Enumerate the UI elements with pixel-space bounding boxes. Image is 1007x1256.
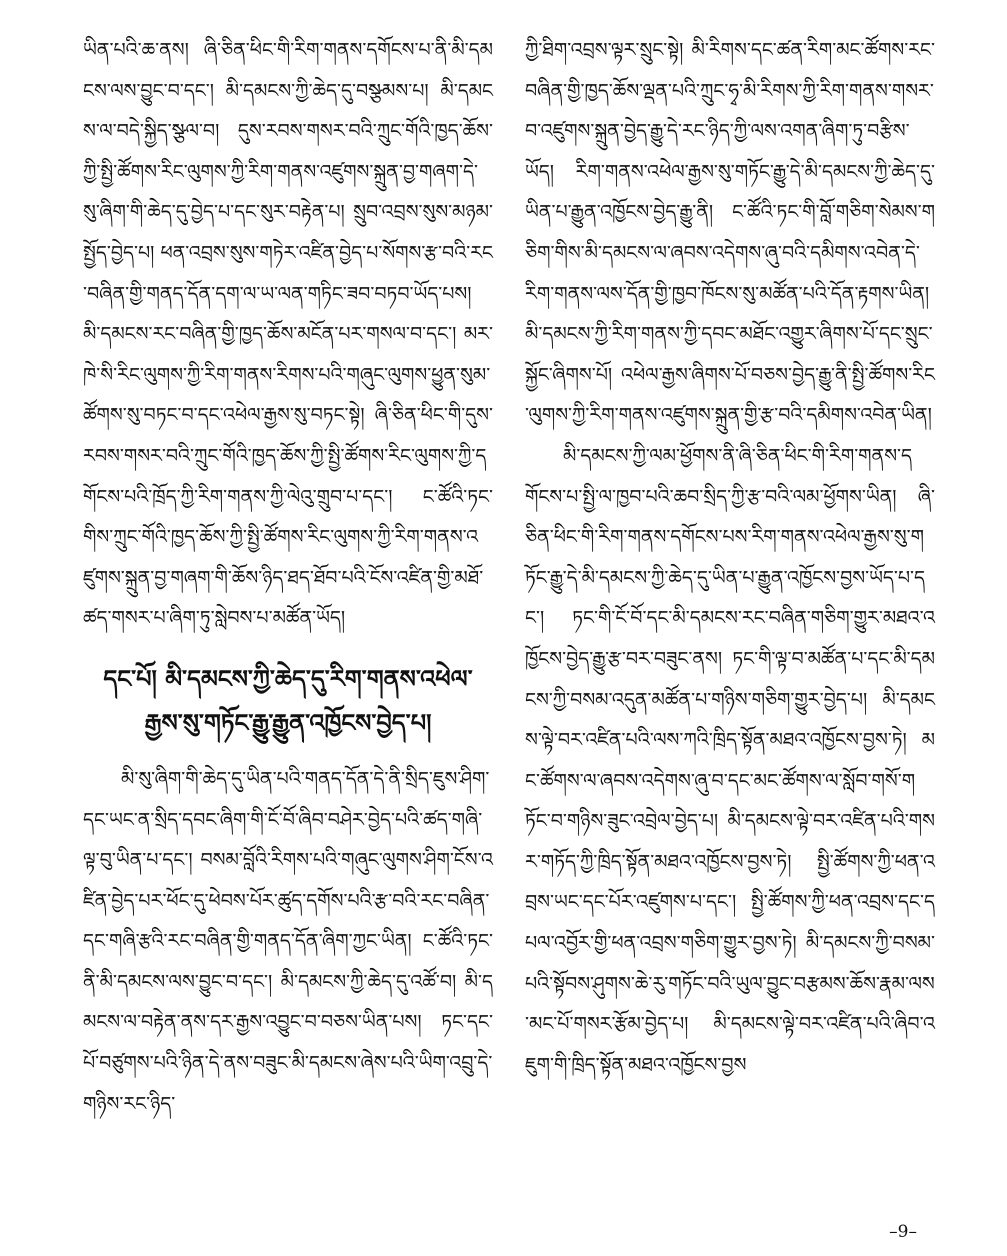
section-heading-line: དང་པོ། མི་དམངས་ཀྱི་ཆེད་དུ་རིག་གནས་འཕེལ་ (103, 663, 473, 693)
section-heading-line: རྒྱས་སུ་གཏོང་རྒྱུ་རྒྱུན་འཁྱོངས་བྱེད་པ། (144, 707, 432, 737)
body-paragraph: མི་དམངས་ཀྱི་ལམ་ཕྱོགས་ནི་ཞི་ཅིན་ཕིང་གི་རིག་གནས་དགོངས་པ་སྤྱི་ལ་ཁྱབ་པའི་ཆབ་སྲིད་ཀྱི་རྩ་བའི་ལམ་ཕྱོགས་ཡིན། ཞི་ཅིན་ཕིང་གི་རིག་གནས་དགོངས་པས་རིག་གནས་འཕེལ་རྒྱས་སུ་གཏོང་རྒྱུ་དེ་མི་དམངས་ཀྱི་ཆེད་དུ་ཡིན་པ་རྒྱུན་འཁྱོངས་བྱས་ཡོད་པ་དང་། ཏང་གི་ངོ་བོ་དང་མི་དམངས་རང་བཞིན་གཅིག་གྱུར་མཐའ་འཁྱོངས་བྱེད་རྒྱུ་རྩ་བར་བཟུང་ནས། ཏང་གི་ལྟ་བ་མཚོན་པ་དང་མི་དམངས་ཀྱི་བསམ་འདུན་མཚོན་པ་གཉིས་གཅིག་གྱུར་བྱེད་པ། མི་དམངས་ལྟེ་བར་འཛིན་པའི་ལས་ཀའི་ཁྲིད་སྟོན་མཐའ་འཁྱོངས་བྱས་ཏེ། མང་ཚོགས་ལ་ཞབས་འདེགས་ཞུ་བ་དང་མང་ཚོགས་ལ་སློབ་གསོ་གཏོང་བ་གཉིས་ཟུང་འབྲེལ་བྱེད་པ། མི་དམངས་ལྟེ་བར་འཛིན་པའི་གསར་གཏོད་ཀྱི་ཁྲིད་སྟོན་མཐའ་འཁྱོངས་བྱས་ཏེ། སྤྱི་ཚོགས་ཀྱི་ཕན་འབྲས་ཡང་དང་པོར་འཛུགས་པ་དང་། སྤྱི་ཚོགས་ཀྱི་ཕན་འབྲས་དང་དཔལ་འབྱོར་གྱི་ཕན་འབྲས་གཅིག་གྱུར་བྱས་ཏེ། མི་དམངས་ཀྱི་བསམ་པའི་སྟོབས་ཤུགས་ཆེ་རུ་གཏོང་བའི་ཡུལ་བྱུང་བརྩམས་ཆོས་རྣམ་ལས་མང་པོ་གསར་རྩོམ་བྱེད་པ། མི་དམངས་ལྟེ་བར་འཛིན་པའི་ཞིབ་འཇུག་གི་ཁྲིད་སྟོན་མཐའ་འཁྱོངས་བྱས (525, 444, 935, 1076)
body-paragraph: ཡིན་པའི་ཆ་ནས། ཞི་ཅིན་ཕིང་གི་རིག་གནས་དགོངས་པ་ནི་མི་དམངས་ལས་བྱུང་བ་དང་། མི་དམངས་ཀྱི་ཆེད་དུ་བསྩམས་པ། མི་དམངས་ལ་བདེ་སྐྱིད་སྩལ་བ། དུས་རབས་གསར་བའི་ཀྲུང་གོའི་ཁྱད་ཆོས་ཀྱི་སྤྱི་ཚོགས་རིང་ལུགས་ཀྱི་རིག་གནས་འཛུགས་སྐྲུན་བྱ་གཞག་དེ་སུ་ཞིག་གི་ཆེད་དུ་བྱེད་པ་དང་སུར་བརྟེན་པ། སྲུབ་འབྲས་སུས་མཉམ་སྤྱོད་བྱེད་པ། ཕན་འབྲས་སུས་གཏེར་འཛིན་བྱེད་པ་སོགས་རྩ་བའི་རང་བཞིན་གྱི་གནད་དོན་དག་ལ་ཡ་ལན་གཏིང་ཟབ་བཏབ་ཡོད་པས། མི་དམངས་རང་བཞིན་གྱི་ཁྱད་ཆོས་མངོན་པར་གསལ་བ་དང་། མར་ཁེ་སི་རིང་ལུགས་ཀྱི་རིག་གནས་རིགས་པའི་གཞུང་ལུགས་ཕྱུན་སུམ་ཚོགས་སུ་བཏང་བ་དང་འཕེལ་རྒྱས་སུ་བཏང་སྟེ། ཞི་ཅིན་ཕིང་གི་དུས་རབས་གསར་བའི་ཀྲུང་གོའི་ཁྱད་ཆོས་ཀྱི་སྤྱི་ཚོགས་རིང་ལུགས་ཀྱི་དགོངས་པའི་ཁྲོད་ཀྱི་རིག་གནས་ཀྱི་ལེའུ་གྲུབ་པ་དང་། ང་ཚོའི་ཏང་གིས་ཀྲུང་གོའི་ཁྱད་ཆོས་ཀྱི་སྤྱི་ཚོགས་རིང་ལུགས་ཀྱི་རིག་གནས་འཛུགས་སྐྲུན་བྱ་གཞག་གི་ཆོས་ཉིད་ཐད་ཐོབ་པའི་ངོས་འཛིན་གྱི་མཐོ་ཚད་གསར་པ་ཞིག་ཏུ་སླེབས་པ་མཚོན་ཡོད། (83, 39, 493, 630)
section-heading (83, 657, 493, 745)
body-paragraph: མི་སུ་ཞིག་གི་ཆེད་དུ་ཡིན་པའི་གནད་དོན་དེ་ནི་སྲིད་ཇུས་ཤིག་དང་ཡང་ན་སྲིད་དབང་ཞིག་གི་ངོ་བོ་ཞིབ་བཤེར་བྱེད་པའི་ཚད་གཞི་ལྟ་བུ་ཡིན་པ་དང་། བསམ་བློའི་རིགས་པའི་གཞུང་ལུགས་ཤིག་ངོས་འཛིན་བྱེད་པར་ཕོང་དུ་ཕེབས་པོར་ཚུད་དགོས་པའི་རྩ་བའི་རང་བཞིན་དང་གཞི་རྩའི་རང་བཞིན་གྱི་གནད་དོན་ཞིག་ཀྱང་ཡིན། ང་ཚོའི་ཏང་ནི་མི་དམངས་ལས་བྱུང་བ་དང་། མི་དམངས་ཀྱི་ཆེད་དུ་འཚོ་བ། མི་དམངས་ལ་བརྟེན་ནས་དར་རྒྱས་འབྱུང་བ་བཅས་ཡིན་པས། ཏང་དང་པོ་བཙུགས་པའི་ཉིན་དེ་ནས་བཟུང་མི་དམངས་ཞེས་པའི་ཡིག་འབྲུ་དེ་གཉིས་རང་ཉིད་ (83, 767, 493, 1115)
right-column (525, 30, 935, 1085)
page-number: –9– (889, 1222, 917, 1242)
left-column (83, 30, 493, 1124)
body-paragraph: ཀྱི་ཐིག་འབྲས་ལྟར་སྲུང་སྟེ། མི་རིགས་དང་ཚན་རིག་མང་ཚོགས་རང་བཞིན་གྱི་ཁྱད་ཆོས་ལྡན་པའི་ཀྲུང་ཧྭ་མི་རིགས་ཀྱི་རིག་གནས་གསར་བ་འཛུགས་སྐྲུན་བྱེད་རྒྱུ་དེ་རང་ཉིད་ཀྱི་ལས་འགན་ཞིག་ཏུ་བརྩིས་ཡོད། རིག་གནས་འཕེལ་རྒྱས་སུ་གཏོང་རྒྱུ་དེ་མི་དམངས་ཀྱི་ཆེད་དུ་ཡིན་པ་རྒྱུན་འཁྱོངས་བྱེད་རྒྱུ་ནི། ང་ཚོའི་ཏང་གི་བློ་གཅིག་སེམས་གཅིག་གིས་མི་དམངས་ལ་ཞབས་འདེགས་ཞུ་བའི་དམིགས་འབེན་དེ་རིག་གནས་ལས་དོན་གྱི་ཁྱབ་ཁོངས་སུ་མཚོན་པའི་དོན་རྟགས་ཡིན། མི་དམངས་ཀྱི་རིག་གནས་ཀྱི་དབང་མཐོང་འགྱུར་ཞིགས་པོ་དང་སྲུང་སྐྱོང་ཞིགས་པོ། འཕེལ་རྒྱས་ཞིགས་པོ་བཅས་བྱེད་རྒྱུ་ནི་སྤྱི་ཚོགས་རིང་ལུགས་ཀྱི་རིག་གནས་འཛུགས་སྐྲུན་གྱི་རྩ་བའི་དམིགས་འབེན་ཡིན། (525, 39, 935, 427)
